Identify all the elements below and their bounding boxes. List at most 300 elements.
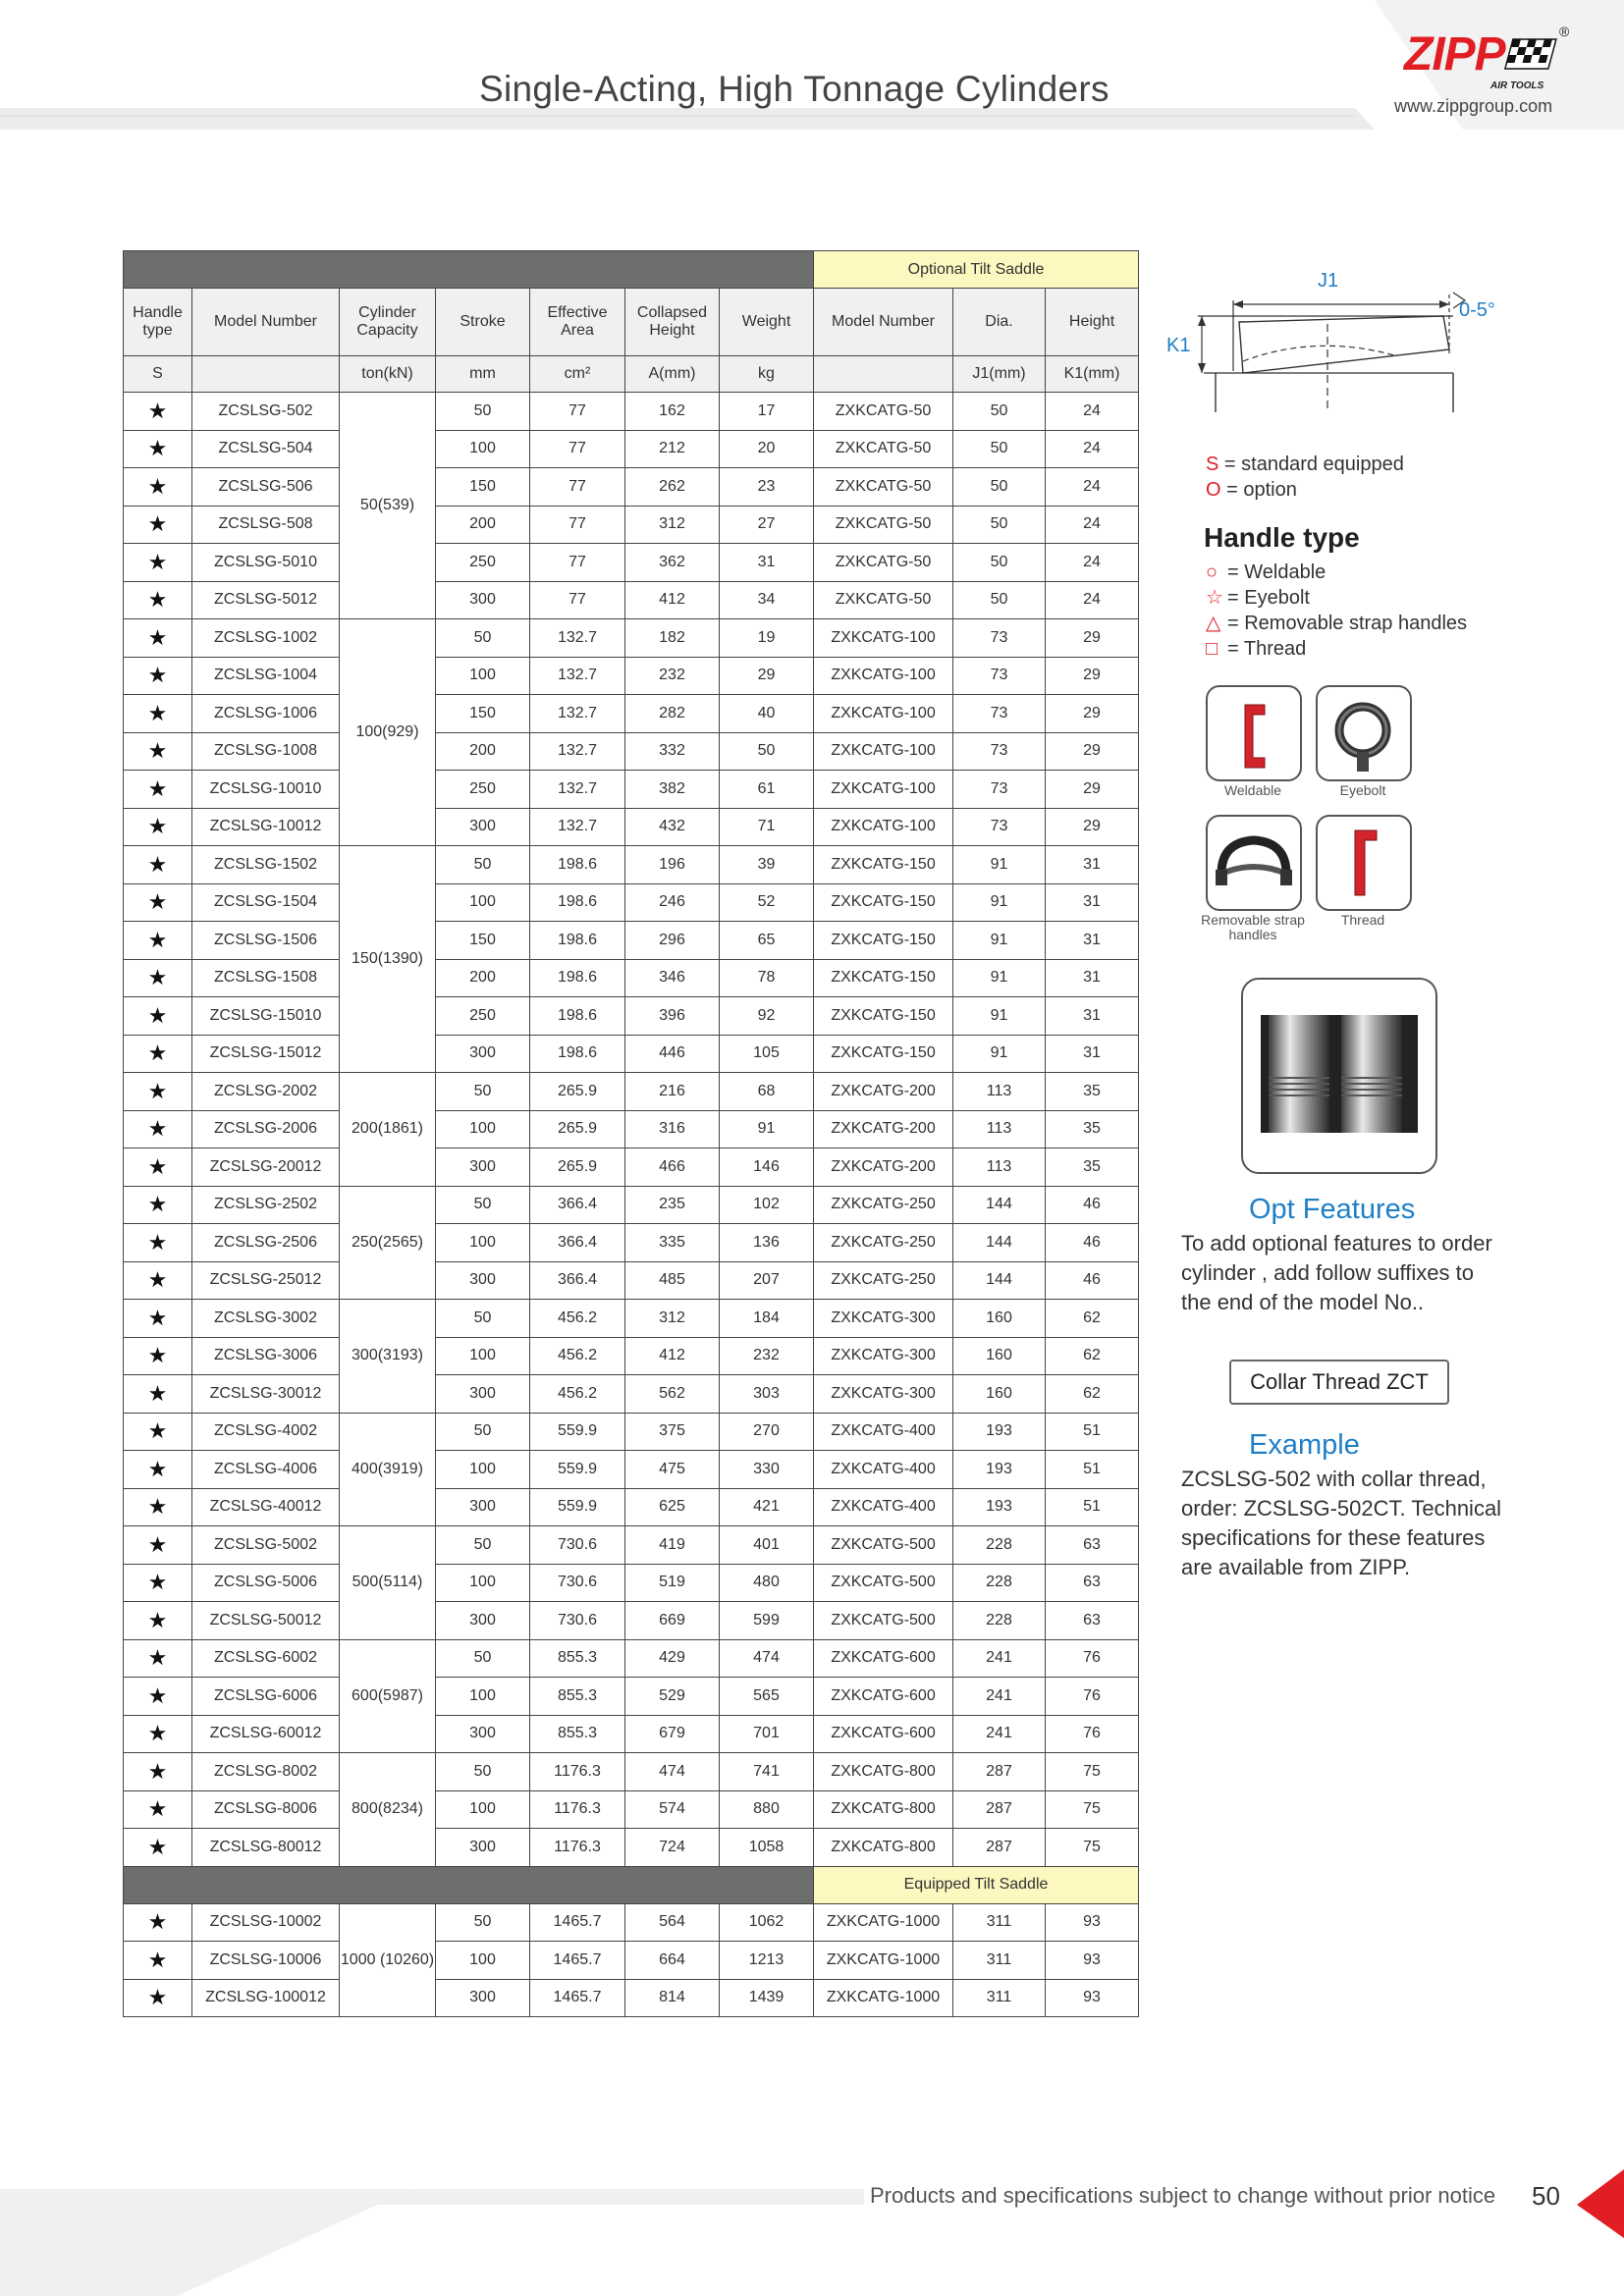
weight-cell: 61 bbox=[720, 771, 814, 809]
stroke-cell: 150 bbox=[436, 695, 530, 733]
table-row bbox=[124, 959, 1139, 997]
effective-area-cell: 1176.3 bbox=[530, 1790, 625, 1829]
dia-cell: 50 bbox=[953, 581, 1046, 619]
height-cell: 93 bbox=[1046, 1942, 1139, 1980]
stroke-cell: 50 bbox=[436, 393, 530, 431]
table-row bbox=[124, 883, 1139, 922]
handle-type-star-icon: ★ bbox=[124, 544, 192, 582]
handle-type-star-icon: ★ bbox=[124, 1942, 192, 1980]
dark-separator-cell bbox=[124, 1866, 814, 1903]
stroke-cell: 100 bbox=[436, 657, 530, 695]
weight-cell: 19 bbox=[720, 619, 814, 658]
height-cell: 76 bbox=[1046, 1639, 1139, 1678]
eyebolt-symbol-icon: ☆ bbox=[1206, 587, 1223, 609]
dark-header-cell bbox=[124, 251, 814, 289]
optional-saddle-label: Optional Tilt Saddle bbox=[814, 251, 1139, 289]
unit-saddle-model bbox=[814, 356, 953, 393]
stroke-cell: 50 bbox=[436, 1300, 530, 1338]
effective-area-cell: 77 bbox=[530, 430, 625, 468]
saddle-model-cell: ZXKCATG-300 bbox=[814, 1337, 953, 1375]
collapsed-height-cell: 162 bbox=[625, 393, 720, 431]
weight-cell: 270 bbox=[720, 1413, 814, 1451]
brand-sub: AIR TOOLS bbox=[1490, 80, 1544, 91]
height-cell: 76 bbox=[1046, 1715, 1139, 1753]
table-row bbox=[124, 1564, 1139, 1602]
model-number-cell: ZCSLSG-8002 bbox=[192, 1753, 340, 1791]
saddle-model-cell: ZXKCATG-300 bbox=[814, 1300, 953, 1338]
height-cell: 24 bbox=[1046, 468, 1139, 507]
table-row bbox=[124, 1224, 1139, 1262]
model-number-cell: ZCSLSG-10006 bbox=[192, 1942, 340, 1980]
saddle-model-cell: ZXKCATG-100 bbox=[814, 695, 953, 733]
height-cell: 51 bbox=[1046, 1488, 1139, 1526]
col-weight: Weight bbox=[720, 289, 814, 356]
height-cell: 24 bbox=[1046, 544, 1139, 582]
collapsed-height-cell: 232 bbox=[625, 657, 720, 695]
capacity-cell: 100(929) bbox=[340, 619, 436, 846]
effective-area-cell: 132.7 bbox=[530, 771, 625, 809]
saddle-model-cell: ZXKCATG-600 bbox=[814, 1715, 953, 1753]
model-number-cell: ZCSLSG-25012 bbox=[192, 1261, 340, 1300]
height-cell: 24 bbox=[1046, 581, 1139, 619]
height-cell: 63 bbox=[1046, 1602, 1139, 1640]
weight-cell: 92 bbox=[720, 997, 814, 1036]
stroke-cell: 250 bbox=[436, 771, 530, 809]
website-url: www.zippgroup.com bbox=[1394, 96, 1553, 116]
dia-cell: 91 bbox=[953, 997, 1046, 1036]
dia-cell: 241 bbox=[953, 1715, 1046, 1753]
header-row bbox=[124, 289, 1139, 356]
dia-cell: 113 bbox=[953, 1110, 1046, 1148]
effective-area-cell: 132.7 bbox=[530, 619, 625, 658]
saddle-model-cell: ZXKCATG-150 bbox=[814, 922, 953, 960]
saddle-model-cell: ZXKCATG-1000 bbox=[814, 1979, 953, 2017]
diagram-k1-label: K1 bbox=[1166, 335, 1191, 356]
stroke-cell: 50 bbox=[436, 1413, 530, 1451]
weight-cell: 701 bbox=[720, 1715, 814, 1753]
saddle-model-cell: ZXKCATG-50 bbox=[814, 393, 953, 431]
table-row bbox=[124, 1488, 1139, 1526]
saddle-model-cell: ZXKCATG-200 bbox=[814, 1148, 953, 1187]
handle-type-star-icon: ★ bbox=[124, 1300, 192, 1338]
table-row bbox=[124, 808, 1139, 846]
registered-icon: ® bbox=[1559, 24, 1570, 39]
collapsed-height-cell: 396 bbox=[625, 997, 720, 1036]
collapsed-height-cell: 724 bbox=[625, 1829, 720, 1867]
thread-handle-icon bbox=[1318, 817, 1410, 909]
weight-cell: 1213 bbox=[720, 1942, 814, 1980]
height-cell: 93 bbox=[1046, 1979, 1139, 2017]
dia-cell: 228 bbox=[953, 1602, 1046, 1640]
height-cell: 62 bbox=[1046, 1337, 1139, 1375]
handle-type-list bbox=[1206, 560, 1467, 662]
collar-thread-label: Collar Thread ZCT bbox=[1229, 1360, 1449, 1405]
effective-area-cell: 265.9 bbox=[530, 1073, 625, 1111]
height-cell: 63 bbox=[1046, 1526, 1139, 1565]
saddle-model-cell: ZXKCATG-500 bbox=[814, 1602, 953, 1640]
collapsed-height-cell: 235 bbox=[625, 1186, 720, 1224]
model-number-cell: ZCSLSG-1506 bbox=[192, 922, 340, 960]
saddle-model-cell: ZXKCATG-150 bbox=[814, 997, 953, 1036]
stroke-cell: 100 bbox=[436, 883, 530, 922]
capacity-cell: 500(5114) bbox=[340, 1526, 436, 1640]
collapsed-height-cell: 182 bbox=[625, 619, 720, 658]
dia-cell: 73 bbox=[953, 695, 1046, 733]
legend-s-key: S bbox=[1206, 454, 1219, 475]
weight-cell: 401 bbox=[720, 1526, 814, 1565]
model-number-cell: ZCSLSG-2006 bbox=[192, 1110, 340, 1148]
weight-cell: 136 bbox=[720, 1224, 814, 1262]
handle-type-star-icon: ★ bbox=[124, 732, 192, 771]
saddle-model-cell: ZXKCATG-800 bbox=[814, 1790, 953, 1829]
capacity-cell: 600(5987) bbox=[340, 1639, 436, 1753]
height-cell: 29 bbox=[1046, 657, 1139, 695]
dia-cell: 241 bbox=[953, 1678, 1046, 1716]
weight-cell: 880 bbox=[720, 1790, 814, 1829]
dia-cell: 73 bbox=[953, 771, 1046, 809]
effective-area-cell: 1465.7 bbox=[530, 1942, 625, 1980]
weight-cell: 31 bbox=[720, 544, 814, 582]
model-number-cell: ZCSLSG-15010 bbox=[192, 997, 340, 1036]
stroke-cell: 100 bbox=[436, 1224, 530, 1262]
handle-type-star-icon: ★ bbox=[124, 1564, 192, 1602]
collapsed-height-cell: 296 bbox=[625, 922, 720, 960]
collapsed-height-cell: 262 bbox=[625, 468, 720, 507]
dia-cell: 193 bbox=[953, 1488, 1046, 1526]
height-cell: 29 bbox=[1046, 619, 1139, 658]
height-cell: 76 bbox=[1046, 1678, 1139, 1716]
dia-cell: 50 bbox=[953, 544, 1046, 582]
dia-cell: 160 bbox=[953, 1337, 1046, 1375]
table-row bbox=[124, 1678, 1139, 1716]
handle-type-star-icon: ★ bbox=[124, 771, 192, 809]
height-cell: 51 bbox=[1046, 1451, 1139, 1489]
thread-caption: Thread bbox=[1340, 912, 1385, 928]
cylinder-thread-icon bbox=[1243, 980, 1435, 1172]
height-cell: 35 bbox=[1046, 1110, 1139, 1148]
weight-cell: 330 bbox=[720, 1451, 814, 1489]
stroke-cell: 100 bbox=[436, 1337, 530, 1375]
saddle-model-cell: ZXKCATG-500 bbox=[814, 1564, 953, 1602]
table-row bbox=[124, 1413, 1139, 1451]
table-row bbox=[124, 1186, 1139, 1224]
effective-area-cell: 198.6 bbox=[530, 1035, 625, 1073]
dia-cell: 193 bbox=[953, 1413, 1046, 1451]
dia-cell: 287 bbox=[953, 1790, 1046, 1829]
weight-cell: 71 bbox=[720, 808, 814, 846]
handle-type-star-icon: ★ bbox=[124, 1110, 192, 1148]
handle-type-star-icon: ★ bbox=[124, 1224, 192, 1262]
table-row bbox=[124, 657, 1139, 695]
legend bbox=[1206, 452, 1404, 503]
table-row bbox=[124, 393, 1139, 431]
model-number-cell: ZCSLSG-1502 bbox=[192, 846, 340, 884]
height-cell: 46 bbox=[1046, 1186, 1139, 1224]
height-cell: 31 bbox=[1046, 959, 1139, 997]
table-row bbox=[124, 506, 1139, 544]
model-number-cell: ZCSLSG-506 bbox=[192, 468, 340, 507]
collapsed-height-cell: 664 bbox=[625, 1942, 720, 1980]
collapsed-height-cell: 446 bbox=[625, 1035, 720, 1073]
model-number-cell: ZCSLSG-2506 bbox=[192, 1224, 340, 1262]
effective-area-cell: 198.6 bbox=[530, 846, 625, 884]
saddle-model-cell: ZXKCATG-200 bbox=[814, 1110, 953, 1148]
effective-area-cell: 77 bbox=[530, 393, 625, 431]
effective-area-cell: 77 bbox=[530, 544, 625, 582]
model-number-cell: ZCSLSG-3006 bbox=[192, 1337, 340, 1375]
stroke-cell: 100 bbox=[436, 1790, 530, 1829]
height-cell: 35 bbox=[1046, 1073, 1139, 1111]
weight-cell: 184 bbox=[720, 1300, 814, 1338]
handle-type-star-icon: ★ bbox=[124, 1678, 192, 1716]
saddle-model-cell: ZXKCATG-150 bbox=[814, 1035, 953, 1073]
effective-area-cell: 730.6 bbox=[530, 1526, 625, 1565]
model-number-cell: ZCSLSG-6002 bbox=[192, 1639, 340, 1678]
col-height: Height bbox=[1046, 289, 1139, 356]
handle-type-star-icon: ★ bbox=[124, 1375, 192, 1414]
collapsed-height-cell: 814 bbox=[625, 1979, 720, 2017]
model-number-cell: ZCSLSG-4002 bbox=[192, 1413, 340, 1451]
handle-type-star-icon: ★ bbox=[124, 1602, 192, 1640]
effective-area-cell: 77 bbox=[530, 581, 625, 619]
header-band bbox=[0, 0, 1624, 130]
height-cell: 62 bbox=[1046, 1375, 1139, 1414]
model-number-cell: ZCSLSG-20012 bbox=[192, 1148, 340, 1187]
col-collapsed-height: Collapsed Height bbox=[625, 289, 720, 356]
effective-area-cell: 77 bbox=[530, 506, 625, 544]
stroke-cell: 50 bbox=[436, 1073, 530, 1111]
table-row bbox=[124, 619, 1139, 658]
height-cell: 29 bbox=[1046, 732, 1139, 771]
handle-type-star-icon: ★ bbox=[124, 808, 192, 846]
height-cell: 51 bbox=[1046, 1413, 1139, 1451]
effective-area-cell: 366.4 bbox=[530, 1261, 625, 1300]
weight-cell: 20 bbox=[720, 430, 814, 468]
table-row bbox=[124, 1375, 1139, 1414]
weight-cell: 102 bbox=[720, 1186, 814, 1224]
model-number-cell: ZCSLSG-1004 bbox=[192, 657, 340, 695]
handle-strap-text: = Removable strap handles bbox=[1227, 613, 1468, 634]
weight-cell: 52 bbox=[720, 883, 814, 922]
handle-type-star-icon: ★ bbox=[124, 468, 192, 507]
height-cell: 46 bbox=[1046, 1224, 1139, 1262]
example-text: ZCSLSG-502 with collar thread, order: ZCSLSG-502CT. Technical specifications for these features are available from ZIPP. bbox=[1181, 1467, 1502, 1579]
weight-cell: 23 bbox=[720, 468, 814, 507]
stroke-cell: 50 bbox=[436, 1639, 530, 1678]
equipped-separator-row bbox=[124, 1866, 1139, 1903]
effective-area-cell: 559.9 bbox=[530, 1488, 625, 1526]
effective-area-cell: 855.3 bbox=[530, 1678, 625, 1716]
model-number-cell: ZCSLSG-50012 bbox=[192, 1602, 340, 1640]
stroke-cell: 50 bbox=[436, 1753, 530, 1791]
handle-type-star-icon: ★ bbox=[124, 1526, 192, 1565]
collapsed-height-cell: 362 bbox=[625, 544, 720, 582]
strap-symbol-icon: △ bbox=[1206, 613, 1221, 634]
height-cell: 75 bbox=[1046, 1753, 1139, 1791]
collapsed-height-cell: 332 bbox=[625, 732, 720, 771]
effective-area-cell: 265.9 bbox=[530, 1148, 625, 1187]
table-row bbox=[124, 1110, 1139, 1148]
model-number-cell: ZCSLSG-15012 bbox=[192, 1035, 340, 1073]
equipped-saddle-label: Equipped Tilt Saddle bbox=[814, 1866, 1139, 1903]
height-cell: 29 bbox=[1046, 808, 1139, 846]
collapsed-height-cell: 474 bbox=[625, 1753, 720, 1791]
dia-cell: 91 bbox=[953, 959, 1046, 997]
unit-height: K1(mm) bbox=[1046, 356, 1139, 393]
handle-type-star-icon: ★ bbox=[124, 506, 192, 544]
unit-weight: kg bbox=[720, 356, 814, 393]
model-number-cell: ZCSLSG-1504 bbox=[192, 883, 340, 922]
model-number-cell: ZCSLSG-508 bbox=[192, 506, 340, 544]
stroke-cell: 50 bbox=[436, 846, 530, 884]
table-row bbox=[124, 997, 1139, 1036]
saddle-model-cell: ZXKCATG-50 bbox=[814, 506, 953, 544]
handle-type-star-icon: ★ bbox=[124, 846, 192, 884]
model-number-cell: ZCSLSG-6006 bbox=[192, 1678, 340, 1716]
capacity-cell: 50(539) bbox=[340, 393, 436, 619]
capacity-cell: 150(1390) bbox=[340, 846, 436, 1073]
effective-area-cell: 132.7 bbox=[530, 695, 625, 733]
model-number-cell: ZCSLSG-40012 bbox=[192, 1488, 340, 1526]
collapsed-height-cell: 432 bbox=[625, 808, 720, 846]
table-row bbox=[124, 732, 1139, 771]
model-number-cell: ZCSLSG-8006 bbox=[192, 1790, 340, 1829]
dia-cell: 144 bbox=[953, 1224, 1046, 1262]
model-number-cell: ZCSLSG-1508 bbox=[192, 959, 340, 997]
table-row bbox=[124, 1148, 1139, 1187]
col-capacity: Cylinder Capacity bbox=[340, 289, 436, 356]
table-row bbox=[124, 1979, 1139, 2017]
effective-area-cell: 198.6 bbox=[530, 959, 625, 997]
stroke-cell: 100 bbox=[436, 1564, 530, 1602]
handle-type-title: Handle type bbox=[1204, 522, 1360, 553]
height-cell: 75 bbox=[1046, 1790, 1139, 1829]
handle-thread-text: = Thread bbox=[1227, 638, 1307, 660]
thread-handle-image bbox=[1316, 815, 1412, 911]
weight-cell: 27 bbox=[720, 506, 814, 544]
weight-cell: 34 bbox=[720, 581, 814, 619]
unit-stroke: mm bbox=[436, 356, 530, 393]
collapsed-height-cell: 475 bbox=[625, 1451, 720, 1489]
saddle-model-cell: ZXKCATG-250 bbox=[814, 1224, 953, 1262]
dia-cell: 73 bbox=[953, 732, 1046, 771]
collapsed-height-cell: 529 bbox=[625, 1678, 720, 1716]
collapsed-height-cell: 519 bbox=[625, 1564, 720, 1602]
handle-type-star-icon: ★ bbox=[124, 581, 192, 619]
unit-area: cm² bbox=[530, 356, 625, 393]
thread-symbol-icon: □ bbox=[1206, 638, 1218, 660]
strap-caption: Removable strap handles bbox=[1201, 912, 1305, 942]
col-stroke: Stroke bbox=[436, 289, 530, 356]
handle-weldable-text: = Weldable bbox=[1227, 561, 1326, 583]
handle-type-star-icon: ★ bbox=[124, 1639, 192, 1678]
handle-type-star-icon: ★ bbox=[124, 1261, 192, 1300]
dia-cell: 193 bbox=[953, 1451, 1046, 1489]
page-number: 50 bbox=[1532, 2181, 1560, 2211]
collapsed-height-cell: 412 bbox=[625, 1337, 720, 1375]
model-number-cell: ZCSLSG-2502 bbox=[192, 1186, 340, 1224]
weight-cell: 78 bbox=[720, 959, 814, 997]
table-row bbox=[124, 1035, 1139, 1073]
capacity-cell: 400(3919) bbox=[340, 1413, 436, 1526]
collapsed-height-cell: 562 bbox=[625, 1375, 720, 1414]
model-number-cell: ZCSLSG-5012 bbox=[192, 581, 340, 619]
dia-cell: 73 bbox=[953, 808, 1046, 846]
height-cell: 31 bbox=[1046, 1035, 1139, 1073]
saddle-model-cell: ZXKCATG-50 bbox=[814, 544, 953, 582]
dia-cell: 73 bbox=[953, 619, 1046, 658]
capacity-cell: 1000 (10260) bbox=[340, 1903, 436, 2017]
table-row bbox=[124, 544, 1139, 582]
stroke-cell: 300 bbox=[436, 1261, 530, 1300]
dia-cell: 144 bbox=[953, 1261, 1046, 1300]
saddle-model-cell: ZXKCATG-600 bbox=[814, 1639, 953, 1678]
eyebolt-image bbox=[1316, 685, 1412, 781]
stroke-cell: 300 bbox=[436, 808, 530, 846]
model-number-cell: ZCSLSG-30012 bbox=[192, 1375, 340, 1414]
handle-type-star-icon: ★ bbox=[124, 1715, 192, 1753]
handle-type-star-icon: ★ bbox=[124, 1753, 192, 1791]
saddle-model-cell: ZXKCATG-600 bbox=[814, 1678, 953, 1716]
model-number-cell: ZCSLSG-2002 bbox=[192, 1073, 340, 1111]
model-number-cell: ZCSLSG-5002 bbox=[192, 1526, 340, 1565]
saddle-model-cell: ZXKCATG-400 bbox=[814, 1413, 953, 1451]
table-row bbox=[124, 1526, 1139, 1565]
weight-cell: 40 bbox=[720, 695, 814, 733]
table-row bbox=[124, 1451, 1139, 1489]
stroke-cell: 300 bbox=[436, 581, 530, 619]
height-cell: 24 bbox=[1046, 393, 1139, 431]
saddle-model-cell: ZXKCATG-250 bbox=[814, 1261, 953, 1300]
weight-cell: 50 bbox=[720, 732, 814, 771]
dia-cell: 311 bbox=[953, 1979, 1046, 2017]
weight-cell: 303 bbox=[720, 1375, 814, 1414]
weight-cell: 1439 bbox=[720, 1979, 814, 2017]
dia-cell: 287 bbox=[953, 1829, 1046, 1867]
stroke-cell: 100 bbox=[436, 1942, 530, 1980]
saddle-model-cell: ZXKCATG-150 bbox=[814, 883, 953, 922]
effective-area-cell: 559.9 bbox=[530, 1413, 625, 1451]
dia-cell: 160 bbox=[953, 1300, 1046, 1338]
height-cell: 24 bbox=[1046, 430, 1139, 468]
model-number-cell: ZCSLSG-3002 bbox=[192, 1300, 340, 1338]
effective-area-cell: 132.7 bbox=[530, 732, 625, 771]
height-cell: 31 bbox=[1046, 997, 1139, 1036]
model-number-cell: ZCSLSG-60012 bbox=[192, 1715, 340, 1753]
dia-cell: 50 bbox=[953, 468, 1046, 507]
handle-type-star-icon: ★ bbox=[124, 1413, 192, 1451]
saddle-model-cell: ZXKCATG-250 bbox=[814, 1186, 953, 1224]
model-number-cell: ZCSLSG-10010 bbox=[192, 771, 340, 809]
collapsed-height-cell: 282 bbox=[625, 695, 720, 733]
effective-area-cell: 366.4 bbox=[530, 1224, 625, 1262]
weight-cell: 17 bbox=[720, 393, 814, 431]
collapsed-height-cell: 574 bbox=[625, 1790, 720, 1829]
legend-s-text: = standard equipped bbox=[1223, 454, 1404, 475]
stroke-cell: 200 bbox=[436, 506, 530, 544]
effective-area-cell: 366.4 bbox=[530, 1186, 625, 1224]
collapsed-height-cell: 485 bbox=[625, 1261, 720, 1300]
saddle-model-cell: ZXKCATG-1000 bbox=[814, 1942, 953, 1980]
stroke-cell: 100 bbox=[436, 1110, 530, 1148]
eyebolt-icon bbox=[1318, 687, 1410, 779]
effective-area-cell: 132.7 bbox=[530, 808, 625, 846]
table-row bbox=[124, 846, 1139, 884]
legend-o-key: O bbox=[1206, 479, 1221, 501]
unit-model bbox=[192, 356, 340, 393]
effective-area-cell: 730.6 bbox=[530, 1564, 625, 1602]
stroke-cell: 100 bbox=[436, 430, 530, 468]
